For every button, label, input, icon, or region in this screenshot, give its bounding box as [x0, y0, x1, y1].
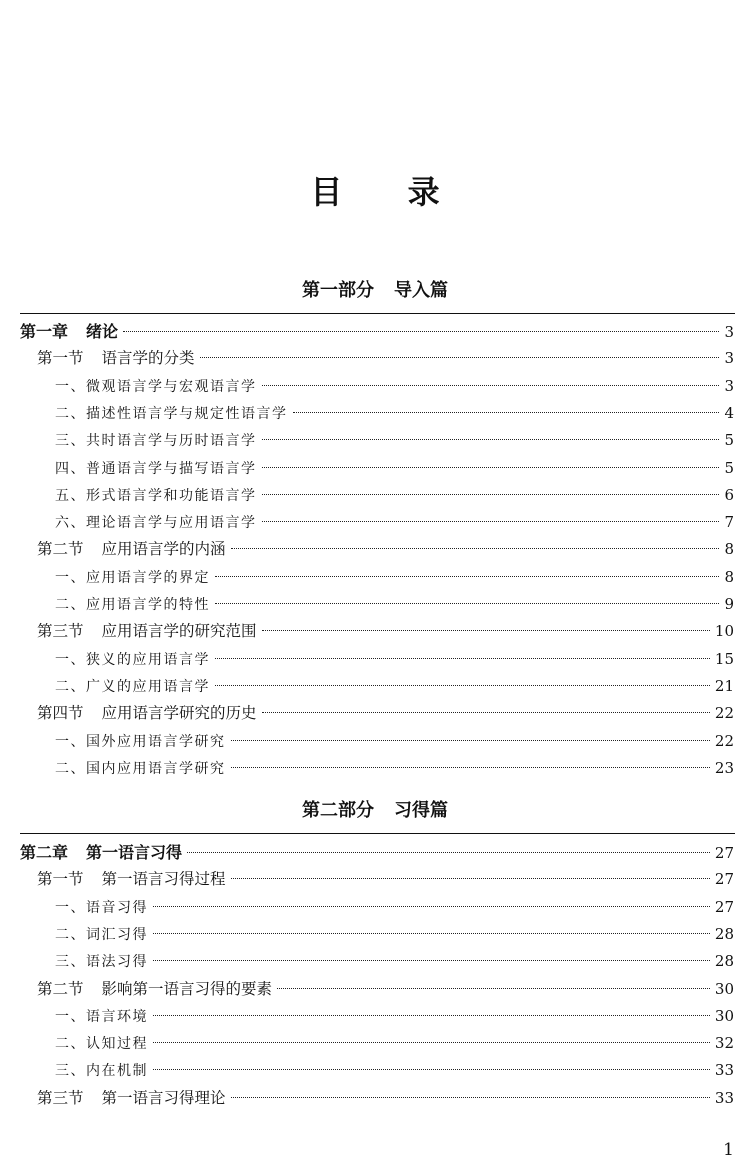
toc-entry-title: 五、形式语言学和功能语言学 [55, 487, 257, 504]
toc-page-number: 7 [724, 513, 734, 532]
toc-entry-section[interactable] [37, 976, 734, 1003]
part-2-name: 习得篇 [394, 800, 448, 821]
dot-leader [231, 1097, 710, 1098]
toc-entry-section[interactable] [37, 618, 734, 645]
toc-entry-item[interactable] [55, 1030, 734, 1057]
part-2-number: 第二部分 [302, 800, 374, 821]
toc-page-number: 10 [714, 622, 734, 641]
toc-entry-title: 一、狭义的应用语言学 [55, 651, 210, 668]
toc-entry-title: 二、广义的应用语言学 [55, 678, 210, 695]
dot-leader [215, 658, 710, 659]
toc-entry-title [20, 839, 182, 866]
dot-leader [231, 740, 710, 741]
toc-entry-title: 二、应用语言学的特性 [55, 597, 210, 613]
toc-entry-text: 第一语言习得 [86, 843, 183, 862]
toc-page-number: 33 [714, 1061, 734, 1080]
toc-entry-text: 应用语言学的内涵 [101, 540, 226, 559]
toc-entry-item[interactable] [55, 564, 734, 591]
dot-leader [153, 1015, 710, 1016]
toc-entry-section[interactable] [37, 345, 734, 372]
dot-leader [153, 1069, 710, 1070]
toc-page-number: 28 [714, 952, 734, 971]
toc-page-number: 33 [714, 1088, 734, 1107]
toc-page-number: 8 [724, 540, 734, 559]
dot-leader [153, 1042, 710, 1043]
toc-entry-title: 二、词汇习得 [55, 926, 148, 943]
toc-entry-title [37, 700, 257, 727]
toc-entry-text: 第一语言习得理论 [101, 1088, 226, 1107]
toc-entry-title: 三、共时语言学与历时语言学 [55, 433, 257, 450]
dot-leader [215, 685, 710, 686]
dot-leader [231, 548, 720, 549]
toc-entry-title: 一、语音习得 [55, 899, 148, 916]
toc-entry-item[interactable] [55, 948, 734, 975]
toc-page-number: 3 [724, 376, 734, 395]
toc-page-number: 22 [714, 731, 734, 750]
toc-entry-item[interactable] [55, 509, 734, 536]
toc-entry-number: 第一章 [20, 322, 69, 341]
part-1-name: 导入篇 [394, 280, 448, 301]
toc-entry-number: 第四节 [37, 704, 84, 723]
toc-entry-title [20, 318, 118, 345]
toc-entry-title: 一、应用语言学的界定 [55, 569, 210, 586]
dot-leader [293, 412, 720, 413]
toc-entry-title: 一、语言环境 [55, 1008, 148, 1025]
toc-entry-number: 第二章 [20, 843, 69, 862]
toc-page-number: 23 [714, 758, 734, 777]
dot-leader [231, 767, 710, 768]
dot-leader [262, 494, 720, 495]
toc-entry-item[interactable] [55, 427, 734, 454]
toc-page-number: 8 [724, 567, 734, 586]
toc-page-number: 3 [724, 323, 734, 341]
toc-entry-title [37, 618, 257, 645]
toc-entry-title [37, 345, 195, 372]
dot-leader [215, 576, 719, 577]
toc-entry-title: 三、内在机制 [55, 1063, 148, 1080]
dot-leader [187, 852, 710, 853]
toc-page-number: 5 [724, 431, 734, 450]
toc-entry-title: 四、普通语言学与描写语言学 [55, 460, 257, 477]
dot-leader [215, 603, 719, 604]
toc-page-number: 9 [724, 595, 734, 613]
toc-entry-section[interactable] [37, 1085, 734, 1112]
toc-entry-title [37, 536, 226, 563]
part-heading-2 [0, 798, 750, 824]
toc-entry-item[interactable] [55, 673, 734, 700]
dot-leader [262, 521, 720, 522]
toc-entry-item[interactable] [55, 482, 734, 509]
toc-entry-chapter[interactable] [20, 839, 734, 866]
dot-leader [153, 933, 710, 934]
dot-leader [262, 439, 720, 440]
toc-entry-number: 第二节 [37, 540, 84, 559]
dot-leader [231, 878, 710, 879]
toc-page-number: 32 [714, 1034, 734, 1053]
dot-leader [262, 385, 720, 386]
dot-leader [200, 357, 720, 358]
part-1-divider [20, 313, 735, 314]
toc-entry-number: 第一节 [37, 870, 84, 889]
dot-leader [153, 960, 710, 961]
toc-entry-text: 应用语言学的研究范围 [101, 622, 257, 641]
toc-page-number: 4 [724, 403, 734, 422]
toc-entry-item[interactable] [55, 1057, 734, 1084]
toc-entry-title: 三、语法习得 [55, 954, 148, 971]
dot-leader [262, 467, 720, 468]
toc-entry-title: 一、微观语言学与宏观语言学 [55, 378, 257, 395]
toc-entry-text: 应用语言学研究的历史 [101, 704, 257, 723]
toc-entry-number: 第一节 [37, 349, 84, 368]
toc-page-number: 30 [714, 1006, 734, 1025]
toc-entry-item[interactable] [55, 894, 734, 921]
toc-entry-title: 六、理论语言学与应用语言学 [55, 515, 257, 532]
toc-page-number: 6 [724, 485, 734, 504]
dot-leader [277, 988, 710, 989]
toc-entry-text: 第一语言习得过程 [101, 870, 226, 889]
toc-entry-item[interactable] [55, 1003, 734, 1030]
page-title: 目 录 [310, 173, 440, 211]
toc-entry-number: 第三节 [37, 622, 84, 641]
toc-entry-chapter[interactable] [20, 318, 734, 345]
toc-entry-title: 二、国内应用语言学研究 [55, 760, 226, 777]
toc-page-number: 27 [714, 897, 734, 916]
dot-leader [123, 331, 719, 332]
toc-entry-section[interactable] [37, 536, 734, 563]
toc-page-number: 21 [714, 676, 734, 695]
toc-page-number: 3 [724, 349, 734, 368]
toc-entry-item[interactable] [55, 591, 734, 618]
toc-entry-title [37, 976, 272, 1003]
page-number: 1 [723, 1140, 734, 1160]
toc-entry-section[interactable] [37, 866, 734, 893]
toc-entry-item[interactable] [55, 921, 734, 948]
toc-page-number: 5 [724, 458, 734, 477]
dot-leader [262, 630, 710, 631]
part-2-divider [20, 833, 735, 834]
toc-entry-number: 第三节 [37, 1088, 84, 1107]
toc-entry-title [37, 866, 226, 893]
toc-page-number: 27 [714, 844, 734, 862]
toc-entry-item[interactable] [55, 646, 734, 673]
dot-leader [262, 712, 710, 713]
toc-entry-item[interactable] [55, 400, 734, 427]
toc-entry-item[interactable] [55, 455, 734, 482]
toc-entry-item[interactable] [55, 755, 734, 782]
toc-page-number: 15 [714, 649, 734, 668]
toc-entry-text: 绪论 [86, 322, 119, 341]
toc-entry-number: 第二节 [37, 979, 84, 998]
toc-page-number: 28 [714, 924, 734, 943]
part-heading-1 [0, 278, 750, 304]
toc-page-number: 27 [714, 870, 734, 889]
toc-entry-title: 二、描述性语言学与规定性语言学 [55, 405, 288, 422]
toc-page-number: 22 [714, 704, 734, 723]
toc-entry-item[interactable] [55, 728, 734, 755]
toc-entry-text: 语言学的分类 [101, 349, 195, 368]
dot-leader [153, 906, 710, 907]
toc-entry-item[interactable] [55, 373, 734, 400]
toc-entry-title: 一、国外应用语言学研究 [55, 733, 226, 750]
part-1-number: 第一部分 [302, 280, 374, 301]
toc-entry-text: 影响第一语言习得的要素 [101, 979, 273, 998]
toc-entry-section[interactable] [37, 700, 734, 727]
toc-entry-title [37, 1085, 226, 1112]
toc-entry-title: 二、认知过程 [55, 1036, 148, 1053]
toc-page-number: 30 [714, 979, 734, 998]
